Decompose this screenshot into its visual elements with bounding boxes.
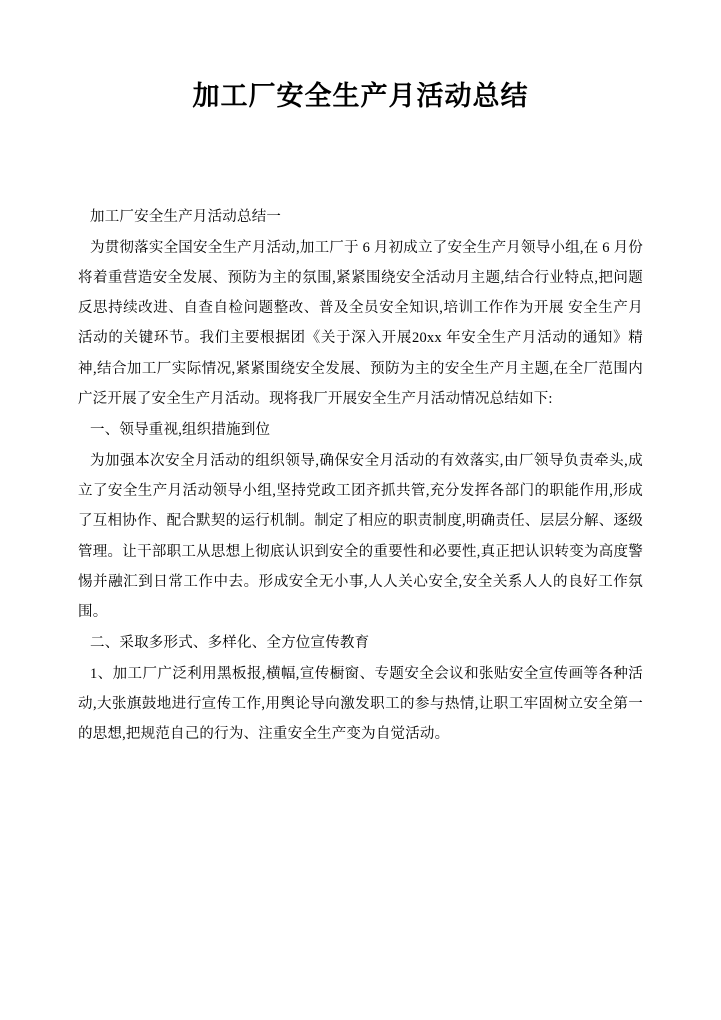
paragraph-heading-one: 一、领导重视,组织措施到位	[90, 421, 271, 438]
paragraph-section-two-body: 1、加工厂广泛利用黑板报,横幅,宣传橱窗、专题安全会议和张贴安全宣传画等各种活动,大张旗鼓地进行宣传工作,用舆论导向激发职工的参与热情,让职工牢固树立安全第一的思想,把规范自己的行为、注重安全生产变为自觉活动。	[78, 666, 643, 743]
document-body	[78, 202, 643, 750]
page-title: 加工厂安全生产月活动总结	[192, 81, 529, 111]
paragraph-subtitle-one: 加工厂安全生产月活动总结一	[90, 208, 282, 225]
paragraph-heading-two: 二、采取多形式、多样化、全方位宣传教育	[90, 634, 370, 651]
paragraph-section-one-body: 为加强本次安全月活动的组织领导,确保安全月活动的有效落实,由厂领导负责牵头,成立了安全生产月活动领导小组,坚持党政工团齐抓共管,充分发挥各部门的职能作用,形成了互相协作、配合默契的运行机制。制定了相应的职责制度,明确责任、层层分解、逐级管理。让干部职工从思想上彻底认识到安全的重要性和必要性,真正把认识转变为高度警惕并融汇到日常工作中去。形成安全无小事,人人关心安全,安全关系人人的良好工作氛围。	[78, 453, 643, 620]
paragraph-intro: 为贯彻落实全国安全生产月活动,加工厂于 6 月初成立了安全生产月领导小组,在 6 月份将着重营造安全发展、预防为主的氛围,紧紧围绕安全活动月主题,结合行业特点,把问题反思持续改进、自查自检问题整改、普及全员安全知识,培训工作作为开展 安全生产月活动的关键环节。我们主要根据团《关于深入开展20xx 年安全生产月活动的通知》精神,结合加工厂实际情况,紧紧围绕安全发展、预防为主的安全生产月主题,在全厂范围内广泛开展了安全生产月活动。现将我厂开展安全生产月活动情况总结如下:	[78, 239, 643, 407]
